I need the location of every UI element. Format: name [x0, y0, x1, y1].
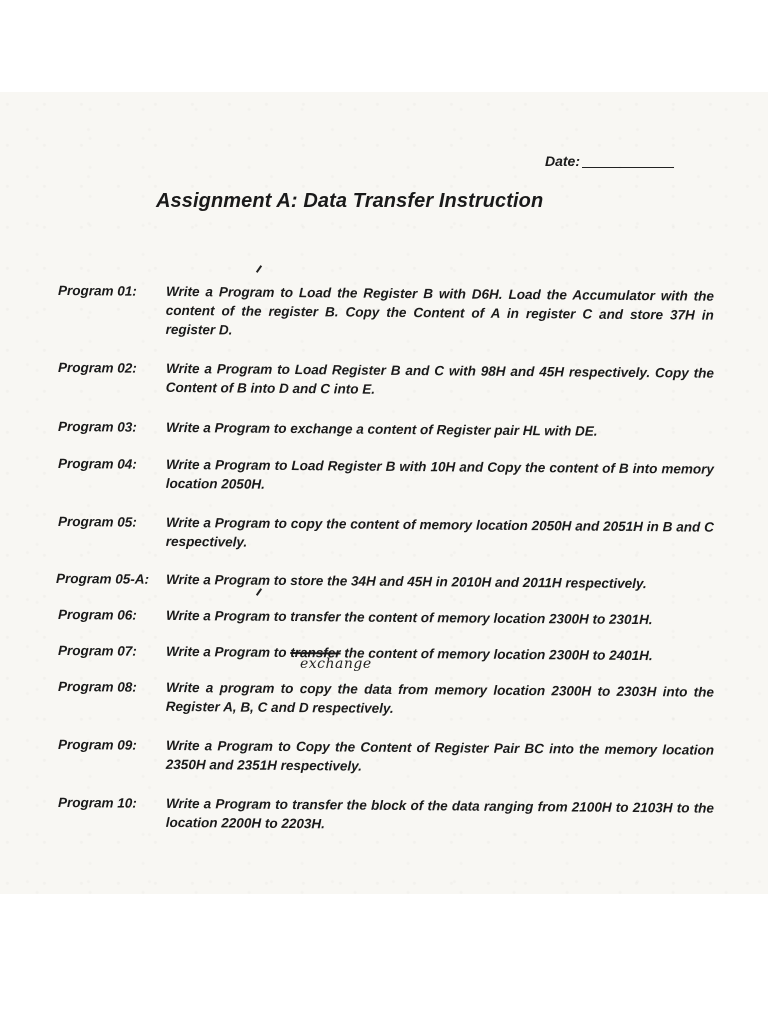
program-text-after: the content of memory location 2300H to 2401H.	[344, 645, 653, 664]
program-label: Program 04:	[57, 455, 137, 472]
date-label: Date:	[545, 153, 581, 169]
program-text: Write a Program to Load Register B and C with 98H and 45H respectively. Copy the Content of B into D and C into E.	[165, 360, 715, 397]
program-label: Program 08:	[57, 678, 137, 695]
program-text: Write a program to copy the data from memory location 2300H to 2303H into the Register A, B, C and D respectively.	[165, 679, 715, 716]
program-text: Write a Program to exchange a content of Register pair HL with DE.	[165, 419, 598, 439]
date-field	[545, 153, 674, 169]
struck-word: transfer	[290, 645, 341, 661]
program-text: Write a Program to Copy the Content of Register Pair BC into the memory location 2350H and 2351H respectively.	[165, 737, 715, 774]
program-label: Program 09:	[57, 736, 137, 753]
program-text: Write a Program to copy the content of memory location 2050H and 2051H in B and C respectively.	[165, 514, 715, 550]
program-label: Program 05:	[57, 513, 137, 530]
date-blank-line	[582, 167, 674, 168]
program-label: Program 06:	[57, 606, 137, 623]
program-text: Write a Program to Load Register B with 10H and Copy the content of B into memory location 2050H.	[165, 456, 715, 492]
program-text: Write a Program to transfer the block of the data ranging from 2100H to 2103H to the location 2200H to 2203H.	[165, 795, 715, 832]
program-label: Program 10:	[57, 794, 137, 811]
assignment-title: Assignment A: Data Transfer Instruction	[156, 190, 544, 212]
handwritten-correction: exchange	[300, 656, 372, 672]
program-text: Write a Program to store the 34H and 45H in 2010H and 2011H respectively.	[165, 571, 647, 592]
program-label: Program 07:	[57, 642, 137, 659]
program-label: Program 01:	[57, 282, 137, 299]
program-text-before: Write a Program to	[165, 643, 287, 660]
program-text: Write a Program to transfer the content of memory location 2300H to 2301H.	[165, 607, 653, 628]
program-label: Program 02:	[57, 359, 137, 376]
program-label: Program 03:	[57, 418, 137, 435]
program-text: Write a Program to Load the Register B with D6H. Load the Accumulator with the content of the register B. Copy the Content of A in register C and store 37H in register D.	[165, 283, 715, 338]
program-label: Program 05-A:	[55, 570, 150, 587]
